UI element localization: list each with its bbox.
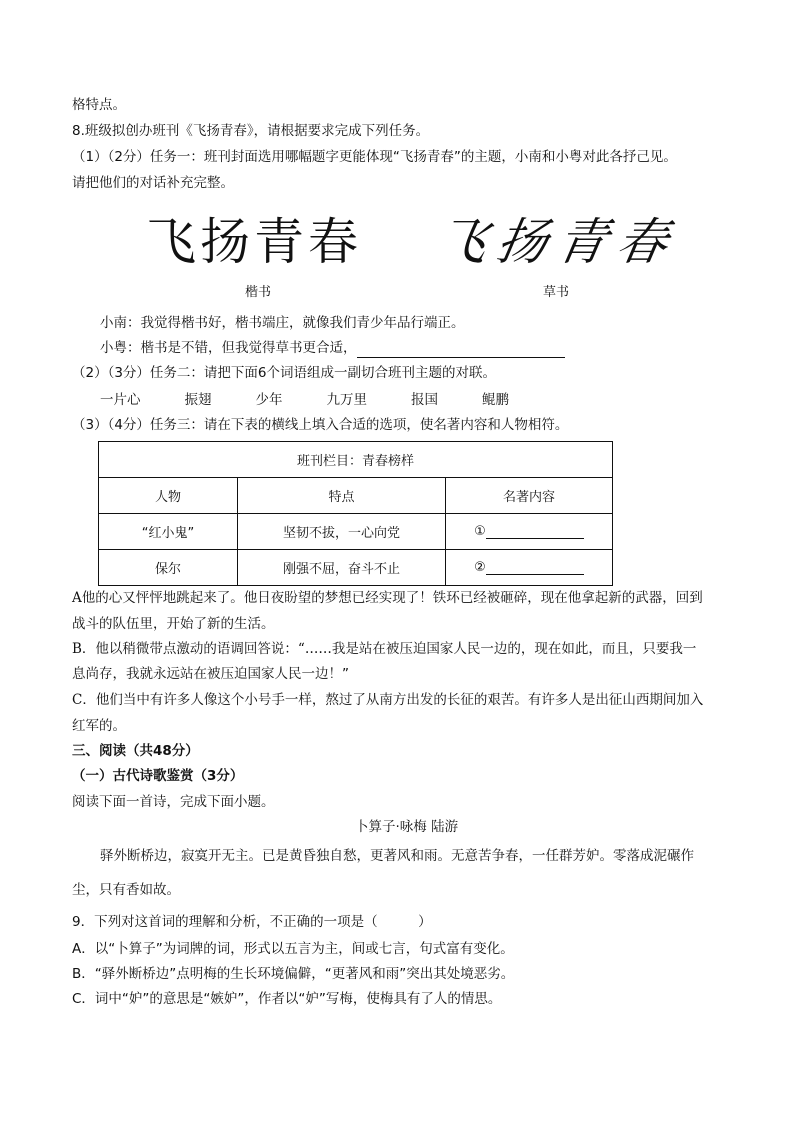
word-item: 鲲鹏 bbox=[482, 392, 509, 408]
poem-text: 驿外断桥边，寂寞开无主。已是黄昏独自愁，更著风和雨。无意苦争春，一任群芳妒。零落成泥碾作 bbox=[100, 848, 694, 864]
word-item: 九万里 bbox=[326, 392, 367, 408]
poem-title: 卜算子·咏梅 陆游 bbox=[355, 819, 459, 835]
table-header-person: 人物 bbox=[99, 478, 238, 514]
table-title: 班刊栏目：青春榜样 bbox=[99, 442, 613, 478]
option-a-cont: 战斗的队伍里，开始了新的生活。 bbox=[72, 616, 275, 632]
table-cell: 保尔 bbox=[99, 550, 238, 586]
table-cell: “红小鬼” bbox=[99, 514, 238, 550]
word-item: 少年 bbox=[255, 392, 283, 408]
question-9-option-b: B．“驿外断桥边”点明梅的生长环境偏僻，“更著风和雨”突出其处境恶劣。 bbox=[72, 966, 515, 982]
circled-number: ② bbox=[474, 560, 486, 575]
table-cell-answer[interactable] bbox=[446, 514, 613, 550]
word-item: 一片心 bbox=[100, 392, 141, 408]
table-cell-answer[interactable] bbox=[446, 550, 613, 586]
calligraphy-kaishu: 飞扬青春 bbox=[146, 213, 362, 271]
answer-blank[interactable] bbox=[486, 562, 584, 575]
option-b: B．他以稍微带点激动的语调回答说：“……我是站在被压迫国家人民一边的，现在如此，而且，只要我一 bbox=[72, 641, 697, 657]
answer-blank[interactable] bbox=[486, 526, 584, 539]
word-item: 振翅 bbox=[184, 392, 212, 408]
task-3-prompt: （3）（4分）任务三：请在下表的横线上填入合适的选项，使名著内容和人物相符。 bbox=[72, 417, 569, 433]
text-line: 格特点。 bbox=[72, 97, 126, 113]
dialogue-xiaoyue-text: 小粤：楷书是不错，但我觉得草书更合适， bbox=[100, 340, 357, 356]
table-cell: 刚强不屈，奋斗不止 bbox=[238, 550, 446, 586]
task-2-prompt: （2）（3分）任务二：请把下面6个词语组成一副切合班刊主题的对联。 bbox=[72, 365, 497, 381]
option-c-cont: 红军的。 bbox=[72, 718, 126, 734]
reading-instruction: 阅读下面一首诗，完成下面小题。 bbox=[72, 794, 275, 810]
task-1-prompt: （1）（2分）任务一：班刊封面选用哪幅题字更能体现“飞扬青春”的主题，小南和小粤对此各抒己见。 bbox=[72, 149, 677, 165]
option-c: C．他们当中有许多人像这个小号手一样，熬过了从南方出发的长征的艰苦。有许多人是出征山西期间加入 bbox=[72, 692, 704, 708]
option-a: A他的心又怦怦地跳起来了。他日夜盼望的梦想已经实现了！铁环已经被砸碎，现在他拿起新的武器，回到 bbox=[72, 590, 703, 606]
calligraphy-caoshu: 飞扬青春 bbox=[432, 213, 683, 271]
table-header-trait: 特点 bbox=[238, 478, 446, 514]
word-item: 报国 bbox=[411, 392, 438, 408]
section-3-heading: 三、阅读（共48分） bbox=[72, 743, 199, 759]
answer-blank[interactable] bbox=[357, 343, 565, 358]
table-cell: 坚韧不拔，一心向党 bbox=[238, 514, 446, 550]
question-8-stem: 8.班级拟创办班刊《飞扬青春》，请根据要求完成下列任务。 bbox=[72, 123, 430, 139]
task-1-prompt-cont: 请把他们的对话补充完整。 bbox=[72, 175, 234, 191]
caption-caoshu: 草书 bbox=[543, 285, 570, 300]
question-9-stem: 9．下列对这首词的理解和分析，不正确的一项是（ ） bbox=[72, 914, 432, 930]
question-9-option-c: C．词中“妒”的意思是“嫉妒”，作者以“妒”写梅，使梅具有了人的情思。 bbox=[72, 991, 502, 1007]
word-list bbox=[100, 388, 553, 408]
dialogue-xiaonan: 小南：我觉得楷书好，楷书端庄，就像我们青少年品行端正。 bbox=[100, 315, 465, 331]
poem-text-cont: 尘，只有香如故。 bbox=[72, 882, 180, 898]
table-header-content: 名著内容 bbox=[446, 478, 613, 514]
section-3-1-heading: （一）古代诗歌鉴赏（3分） bbox=[72, 768, 244, 784]
column-table bbox=[98, 441, 613, 586]
question-9-option-a: A．以“卜算子”为词牌的词，形式以五言为主，间或七言，句式富有变化。 bbox=[72, 941, 514, 957]
option-b-cont: 息尚存，我就永远站在被压迫国家人民一边！” bbox=[72, 666, 349, 682]
dialogue-xiaoyue bbox=[100, 338, 565, 358]
caption-kaishu: 楷书 bbox=[245, 285, 272, 300]
circled-number: ① bbox=[474, 524, 486, 539]
